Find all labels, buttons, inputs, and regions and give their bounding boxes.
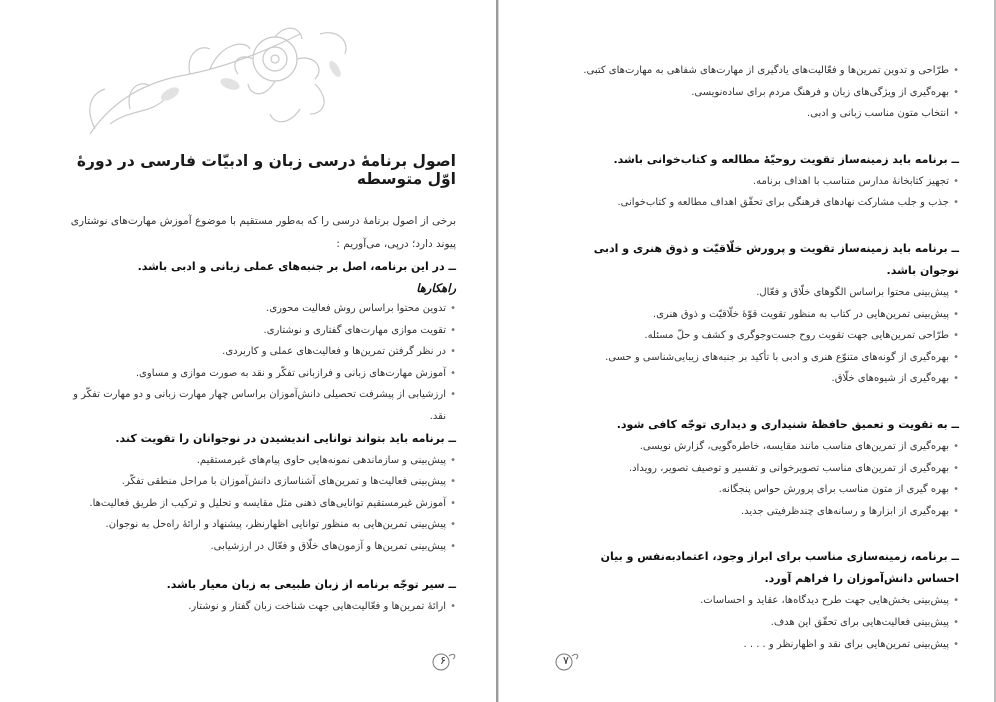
list-item: • جذب و جلب مشارکت نهادهای فرهنگی برای تحقّق اهداف مطالعه و کتاب‌خوانی. bbox=[559, 192, 959, 214]
section-heading: ــ به تقویت و تعمیق حافظهٔ شنیداری و دیداری توجّه کافی شود. bbox=[616, 417, 959, 431]
list-item: • پیش‌بینی تمرین‌هایی برای نقد و اظهارنظر و . . . . bbox=[559, 634, 959, 656]
left-page bbox=[0, 0, 497, 702]
bullet-list bbox=[559, 590, 959, 655]
list-item: • پیش‌بینی محتوا براساس الگوهای خلّاق و فعّال. bbox=[559, 282, 959, 304]
list-item: • ارائهٔ تمرین‌ها و فعّالیت‌هایی جهت شناخت زبان گفتار و نوشتار. bbox=[56, 596, 456, 618]
right-page bbox=[498, 0, 996, 702]
list-item: • بهره‌گیری از ابزارها و رسانه‌های چندظرفیتی جدید. bbox=[559, 501, 959, 523]
bullet-list bbox=[56, 596, 456, 618]
left-page-content bbox=[56, 152, 456, 617]
list-item: • بهره‌گیری از تمرین‌های مناسب مانند مقایسه، خاطره‌گویی، گزارش نویسی. bbox=[559, 436, 959, 458]
list-item: • پیش‌بینی تمرین‌هایی به منظور توانایی اظهارنظر، پیشنهاد و ارائهٔ راه‌حل به نوجوان. bbox=[56, 514, 456, 536]
page-title: اصول برنامهٔ درسی زبان و ادبیّات فارسی در دورهٔ اوّل متوسطه bbox=[76, 152, 456, 188]
list-item: • تجهیز کتابخانهٔ مدارس متناسب با اهداف برنامه. bbox=[559, 171, 959, 193]
page-number-badge bbox=[551, 648, 581, 674]
list-item: • در نظر گرفتن تمرین‌ها و فعالیت‌های عملی و کاربردی. bbox=[56, 341, 456, 363]
bullet-list bbox=[56, 450, 456, 558]
bullet-list bbox=[559, 282, 959, 390]
list-item: • طرّاحی تمرین‌هایی جهت تقویت روح جست‌وجوگری و کشف و حلّ مسئله. bbox=[559, 325, 959, 347]
page-number-badge bbox=[428, 648, 458, 674]
section-heading: ــ در این برنامه، اصل بر جنبه‌های عملی زبانی و ادبی باشد. bbox=[137, 260, 456, 273]
list-item: • آموزش مهارت‌های زبانی و فرازبانی تفکّر و نقد به صورت موازی و مساوی. bbox=[56, 363, 456, 385]
list-item: • بهره گیری از متون مناسب برای پرورش حواس پنجگانه. bbox=[559, 479, 959, 501]
section-heading: ــ برنامه باید زمینه‌ساز تقویت و پرورش خلّاقیّت و ذوق هنری و ادبی نوجوان باشد. bbox=[593, 241, 959, 277]
list-item: • بهره‌گیری از ویژگی‌های زبان و فرهنگ مردم برای ساده‌نویسی. bbox=[559, 82, 959, 104]
intro-paragraph: برخی از اصول برنامهٔ درسی را که به‌طور مستقیم با موضوع آموزش مهارت‌های نوشتاری پیوند دارد؛ درپی، می‌آوریم : bbox=[70, 215, 456, 250]
list-item: • تقویت موازی مهارت‌های گفتاری و نوشتاری. bbox=[56, 320, 456, 342]
list-item: • بهره‌گیری از شیوه‌های خلّاق. bbox=[559, 368, 959, 390]
list-item: • انتخاب متون مناسب زبانی و ادبی. bbox=[559, 103, 959, 125]
bullet-list bbox=[559, 60, 959, 125]
list-item: • ارزشیابی از پیشرفت تحصیلی دانش‌آموزان براساس چهار مهارت زبانی و دو مهارت تفکّر و نقد. bbox=[56, 384, 456, 427]
list-item: • بهره‌گیری از تمرین‌های مناسب تصویرخوانی و تفسیر و توصیف تصویر، رویداد. bbox=[559, 458, 959, 480]
list-item: • طرّاحی و تدوین تمرین‌ها و فعّالیت‌های یادگیری از مهارت‌های شفاهی به مهارت‌های کتبی. bbox=[559, 60, 959, 82]
section-heading: ــ سیر توجّه برنامه از زبان طبیعی به زبان معیار باشد. bbox=[166, 577, 456, 591]
list-item: • بهره‌گیری از گونه‌های متنوّع هنری و ادبی با تأکید بر جنبه‌های زیبایی‌شناسی و حسی. bbox=[559, 347, 959, 369]
section-heading: ــ برنامه باید زمینه‌ساز تقویت روحیّهٔ مطالعه و کتاب‌خوانی باشد. bbox=[613, 152, 959, 166]
list-item: • پیش‌بینی تمرین‌هایی در کتاب به منظور تقویت قوّهٔ خلّاقیّت و ذوق هنری. bbox=[559, 304, 959, 326]
section-heading: ــ برنامه باید بتواند توانایی اندیشیدن در نوجوانان را تقویت کند. bbox=[115, 431, 456, 445]
list-item: • تدوین محتوا براساس روش فعالیت محوری. bbox=[56, 298, 456, 320]
floral-ornament-icon bbox=[70, 14, 370, 144]
list-item: • پیش‌بینی بخش‌هایی جهت طرح دیدگاه‌ها، عقاید و احساسات. bbox=[559, 590, 959, 612]
section-heading: ــ برنامه، زمینه‌سازی مناسب برای ابراز وجود، اعتمادبه‌نفس و بیان احساس دانش‌آموزان را فراهم آورد. bbox=[600, 550, 959, 586]
list-item: • آموزش غیرمستقیم توانایی‌های ذهنی مثل مقایسه و تحلیل و ترکیب از طریق فعالیت‌ها. bbox=[56, 493, 456, 515]
bullet-list bbox=[559, 436, 959, 522]
list-item: • پیش‌بینی فعالیت‌هایی برای تحقّق این هدف. bbox=[559, 612, 959, 634]
page-number: ۷ bbox=[563, 654, 569, 667]
page-number: ۶ bbox=[440, 654, 446, 667]
list-item: • پیش‌بینی تمرین‌ها و آزمون‌های خلّاق و فعّال در ارزشیابی. bbox=[56, 536, 456, 558]
bullet-list bbox=[559, 171, 959, 214]
list-item: • پیش‌بینی و سازماندهی نمونه‌هایی حاوی پیام‌های غیرمستقیم. bbox=[56, 450, 456, 472]
subheading-strategies: راهکارها bbox=[416, 281, 456, 295]
bullet-list bbox=[56, 298, 456, 428]
right-page-content bbox=[559, 60, 959, 655]
list-item: • پیش‌بینی فعالیت‌ها و تمرین‌های آشناسازی دانش‌آموزان با مراحل منطقی تفکّر. bbox=[56, 471, 456, 493]
